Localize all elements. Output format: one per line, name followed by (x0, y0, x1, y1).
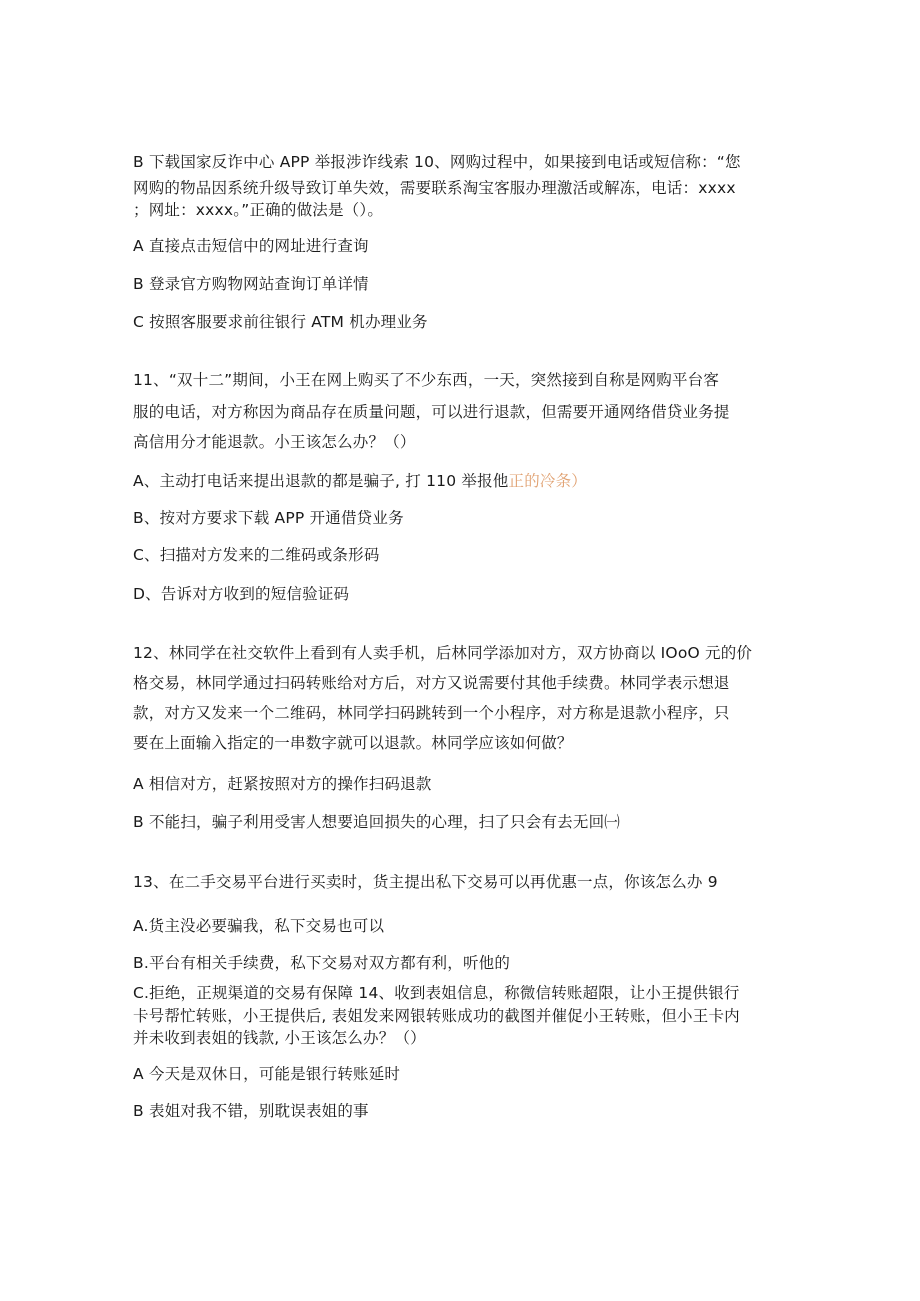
q11-option-a-faded: 正的冷条） (508, 472, 588, 490)
q13-text-line-1: 13、在二手交易平台进行买卖时，货主提出私下交易可以再优惠一点，你该怎么办 9 (133, 873, 718, 891)
q12-option-a: A 相信对方，赶紧按照对方的操作扫码退款 (133, 775, 432, 793)
q12-text-line-2: 格交易，林同学通过扫码转账给对方后，对方又说需要付其他手续费。林同学表示想退 (133, 674, 730, 692)
q13-option-c-line-3: 并未收到表姐的钱款, 小王该怎么办？（） (133, 1029, 426, 1047)
q13-option-c-line-1: C.拒绝，正规渠道的交易有保障 14、收到表姐信息，称微信转账超限，让小王提供银行 (133, 984, 740, 1002)
q11-text-line-2: 服的电话，对方称因为商品存在质量问题，可以进行退款，但需要开通网络借贷业务提 (133, 403, 730, 421)
q12-text-line-4: 要在上面输入指定的一串数字就可以退款。林同学应该如何做？ (133, 734, 573, 752)
q14-option-b: B 表姐对我不错，别耽误表姐的事 (133, 1102, 369, 1120)
q11-text-line-1: 11、“双十二”期间，小王在网上购买了不少东西，一天，突然接到自称是网购平台客 (133, 371, 720, 389)
q12-option-b: B 不能扫，骗子利用受害人想要追回损失的心理，扫了只会有去无回㈠ (133, 813, 620, 831)
q11-option-d: D、告诉对方收到的短信验证码 (133, 585, 350, 603)
q13-option-a: A.货主没必要骗我，私下交易也可以 (133, 917, 385, 935)
q11-option-a-main: A、主动打电话来提出退款的都是骗子, 打 110 举报他 (133, 472, 509, 490)
q11-option-b: B、按对方要求下载 APP 开通借贷业务 (133, 509, 404, 527)
q10-option-b: B 登录官方购物网站查询订单详情 (133, 275, 369, 293)
q10-option-c: C 按照客服要求前往银行 ATM 机办理业务 (133, 313, 428, 331)
q11-option-a (133, 471, 793, 491)
q12-text-line-1: 12、林同学在社交软件上看到有人卖手机，后林同学添加对方，双方协商以 IOoO 元的价 (133, 644, 753, 662)
q10-text-line-1: B 下载国家反诈中心 APP 举报涉诈线索 10、网购过程中，如果接到电话或短信称：“您 (133, 153, 741, 171)
q10-text-line-3: ；网址：xxxx。”正确的做法是（）。 (133, 201, 384, 219)
q13-option-b: B.平台有相关手续费，私下交易对双方都有利，听他的 (133, 954, 511, 972)
q13-option-c-line-2: 卡号帮忙转账，小王提供后, 表姐发来网银转账成功的截图并催促小王转账，但小王卡内 (133, 1007, 740, 1025)
q14-option-a: A 今天是双休日，可能是银行转账延时 (133, 1065, 401, 1083)
q11-text-line-3: 高信用分才能退款。小王该怎么办？（） (133, 433, 416, 451)
q10-option-a: A 直接点击短信中的网址进行查询 (133, 237, 369, 255)
q10-text-line-2: 网购的物品因系统升级导致订单失效，需要联系淘宝客服办理激活或解冻，电话：xxxx (133, 179, 736, 197)
q12-text-line-3: 款，对方又发来一个二维码，林同学扫码跳转到一个小程序，对方称是退款小程序，只 (133, 704, 730, 722)
q11-option-c: C、扫描对方发来的二维码或条形码 (133, 546, 380, 564)
